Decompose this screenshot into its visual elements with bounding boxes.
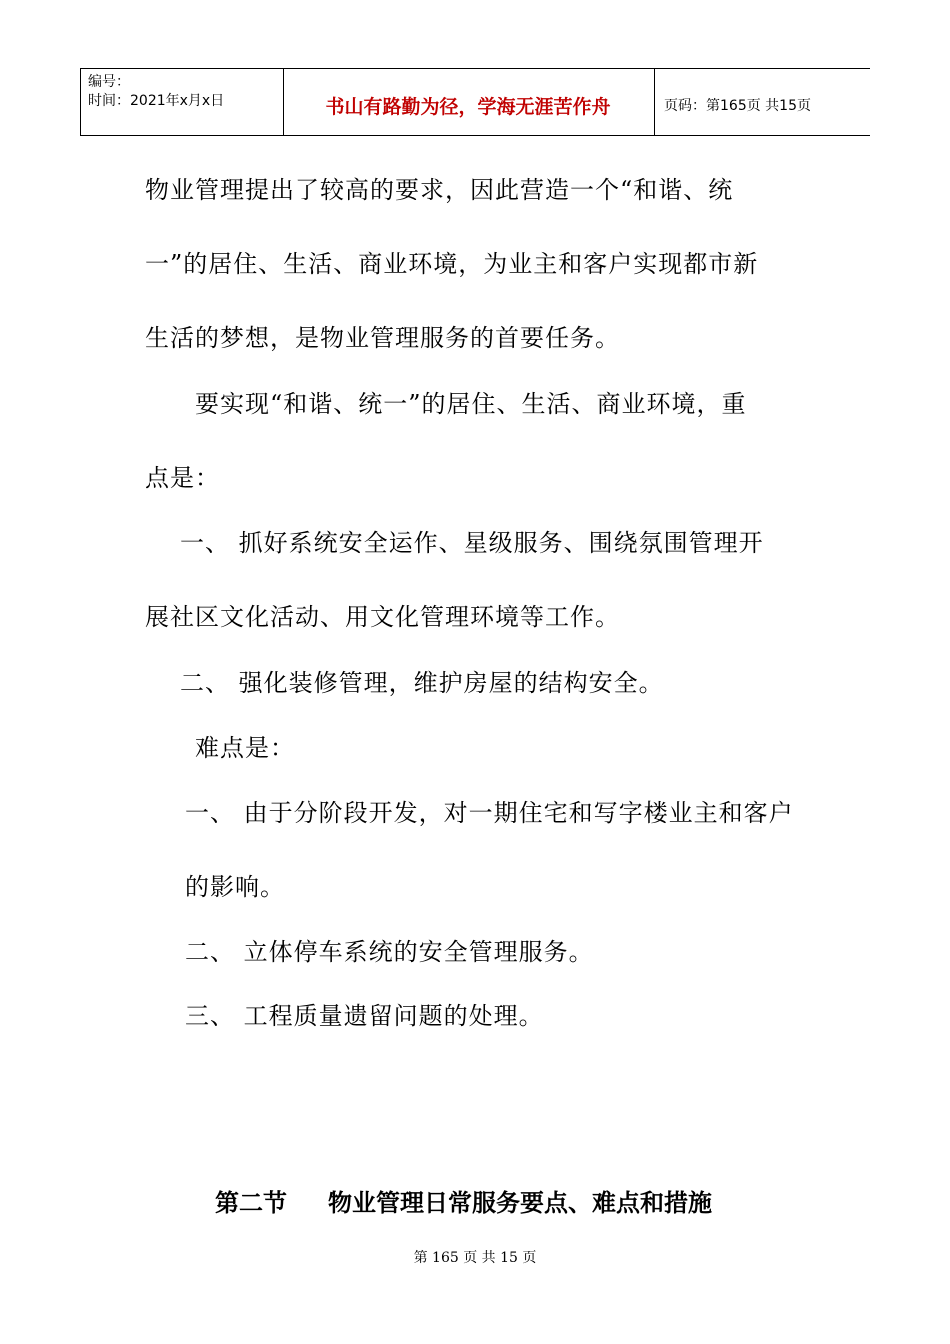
body-line: 一”的居住、生活、商业环境，为业主和客户实现都市新: [145, 250, 759, 278]
list-item: 一、 抓好系统安全运作、星级服务、围绕氛围管理开: [180, 529, 764, 557]
list-item: 二、 强化装修管理，维护房屋的结构安全。: [180, 669, 664, 697]
header-divider-left: [80, 68, 81, 136]
body-line: 要实现“和谐、统一”的居住、生活、商业环境，重: [195, 390, 747, 418]
body-line: 展社区文化活动、用文化管理环境等工作。: [145, 603, 620, 631]
header-page-info: 页码：第165页 共15页: [664, 98, 811, 114]
body-line: 物业管理提出了较高的要求，因此营造一个“和谐、统: [145, 176, 734, 204]
body-line: 难点是：: [195, 734, 295, 762]
header-bottom-border: [80, 135, 870, 136]
header-motto: 书山有路勤为径，学海无涯苦作舟: [325, 96, 611, 118]
section-title: 物业管理日常服务要点、难点和措施: [328, 1189, 712, 1217]
body-line: 点是：: [145, 464, 220, 492]
list-item: 三、 工程质量遗留问题的处理。: [185, 1002, 544, 1030]
list-item: 一、 由于分阶段开发，对一期住宅和写字楼业主和客户: [185, 799, 794, 827]
body-line: 的影响。: [185, 873, 285, 901]
header-top-border: [80, 68, 870, 69]
page-footer: 第 165 页 共 15 页: [413, 1250, 537, 1266]
section-number: 第二节: [215, 1189, 287, 1217]
header-divider: [654, 68, 655, 136]
header-time-label: 时间：2021年x月x日: [88, 93, 225, 109]
list-item: 二、 立体停车系统的安全管理服务。: [185, 938, 594, 966]
header-number-label: 编号：: [88, 74, 130, 90]
body-line: 生活的梦想，是物业管理服务的首要任务。: [145, 324, 620, 352]
